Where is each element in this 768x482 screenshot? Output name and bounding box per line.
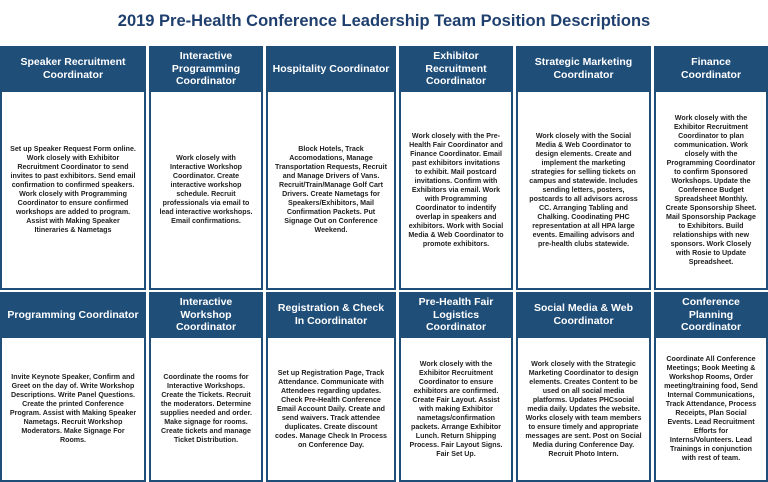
body-registration-check-in (266, 338, 396, 482)
description-text: Coordinate All Conference Meetings; Book Meeting & Workshop Rooms, Order meeting/training food, Send Internal Communications, Track Attendance, Process Receipts, Plan Social Events. Lead Recruitment Efforts for Interns/Volunteers. Lead Trainings in conjunction with rest of team. (664, 355, 758, 462)
description-text: Work closely with Interactive Workshop Coordinator. Create interactive workshop schedule. Recruit professionals via email to lead interactive workshops. Email confirmations. (159, 154, 253, 225)
description-text: Set up Registration Page, Track Attendance. Communicate with Attendees regarding updates. Check Pre-Health Conference Email Account Daily. Create and send waivers. Track attendee duplicates. Create discount codes. Manage Check In Process on Conference Day. (275, 368, 387, 449)
header-registration-check-in: Registration & Check In Coordinator (266, 292, 396, 338)
header-hospitality: Hospitality Coordinator (266, 46, 396, 92)
header-speaker-recruitment: Speaker Recruitment Coordinator (0, 46, 146, 92)
body-interactive-workshop (149, 338, 263, 482)
body-social-media-web (516, 338, 651, 482)
header-interactive-programming: Interactive Programming Coordinator (149, 46, 263, 92)
header-conference-planning: Conference Planning Coordinator (654, 292, 768, 338)
header-strategic-marketing: Strategic Marketing Coordinator (516, 46, 651, 92)
body-strategic-marketing (516, 92, 651, 290)
body-interactive-programming (149, 92, 263, 290)
body-exhibitor-recruitment (399, 92, 513, 290)
position-grid (0, 46, 768, 482)
page-title: 2019 Pre-Health Conference Leadership Team Position Descriptions (117, 12, 651, 30)
description-text: Work closely with the Strategic Marketing Coordinator to design elements. Creates Content to be used on all social media platforms. Updates PHCsocial media daily. Updates the website. Works closely with team members to ensure timely and appropriate messages are sent. Post on Social Media during Conference Day. Recruit Photo Intern. (525, 359, 642, 458)
description-text: Work closely with the Social Media & Web Coordinator to design elements. Create and implement the marketing strategies for selling tickets on campus and statewide. Includes sending letters, posters, postcards to all advisors across CC. Arranging Tabling and Chalking. Coodinating PHC representation at all HPA large events. Emailing advisors and pre-health clubs statewide. (529, 131, 638, 248)
header-exhibitor-recruitment: Exhibitor Recruitment Coordinator (399, 46, 513, 92)
header-finance: Finance Coordinator (654, 46, 768, 92)
body-programming (0, 338, 146, 482)
header-interactive-workshop: Interactive Workshop Coordinator (149, 292, 263, 338)
body-pre-health-fair (399, 338, 513, 482)
description-text: Set up Speaker Request Form online. Work closely with Exhibitor Recruitment Coordinator to send invites to past exhibitors. Send email confirmation to confirmed speakers. Work closely with Programming Coordinator to ensure confirmed workshops are added to program. Assist with Making Speaker Itineraries & Nametags (10, 145, 136, 234)
description-text: Invite Keynote Speaker, Confirm and Greet on the day of. Write Workshop Descriptions. Write Panel Questions. Create the printed Conference Program. Assist with Making Speaker Nametags. Recruit Workshop Moderators. Make Signage For Rooms. (9, 373, 137, 444)
body-speaker-recruitment (0, 92, 146, 290)
description-text: Work closely with the Exhibitor Recruitment Coordinator to ensure exhibitors are confirmed. Create Fair Layout. Assist with making Exhibitor nametags/confirmation packets. Arrange Exhibitor Lunch. Return Shipping Process. Fair Layout Signs. Fair Set Up. (409, 359, 503, 458)
description-text: Work closely with the Exhibitor Recruitment Coordinator to plan communication. Work closely with the Programming Coordinator to confirm Sponsored Workshops. Update the Conference Budget Spreadsheet Monthly. Create Sponsorship Sheet. Mail Sponsorship Package to Exhibitors. Build relationships with new sponsors. Work Closely with Rosie to Update Spreadsheet. (665, 113, 757, 266)
header-social-media-web: Social Media & Web Coordinator (516, 292, 651, 338)
body-conference-planning (654, 338, 768, 482)
description-text: Coordinate the rooms for Interactive Workshops. Create the Tickets. Recruit the moderators. Determine supplies needed and order. Make signage for rooms. Create tickets and manage Ticket Distribution. (160, 373, 252, 444)
header-pre-health-fair: Pre-Health Fair Logistics Coordinator (399, 292, 513, 338)
body-hospitality (266, 92, 396, 290)
description-text: Block Hotels, Track Accomodations, Manage Transportation Requests, Recruit and Manage Drivers of Vans. Recruit/Train/Manage Golf Cart Drivers. Create Nametags for Speakers/Exhibitors, Mail Confirmation Packets. Put Signage Out on Conference Weekend. (275, 145, 387, 234)
header-programming: Programming Coordinator (0, 292, 146, 338)
body-finance (654, 92, 768, 290)
description-text: Work closely with the Pre-Health Fair Coordinator and Finance Coordinator. Email past exhibitors invitations to exhibit. Mail postcard invitations. Confirm with Exhibitors via email. Work with Programming Coordinator to indentify overlap in speakers and exhibitors. Work with Social Media & Web Coordinator to promote exhibitors. (408, 131, 504, 248)
